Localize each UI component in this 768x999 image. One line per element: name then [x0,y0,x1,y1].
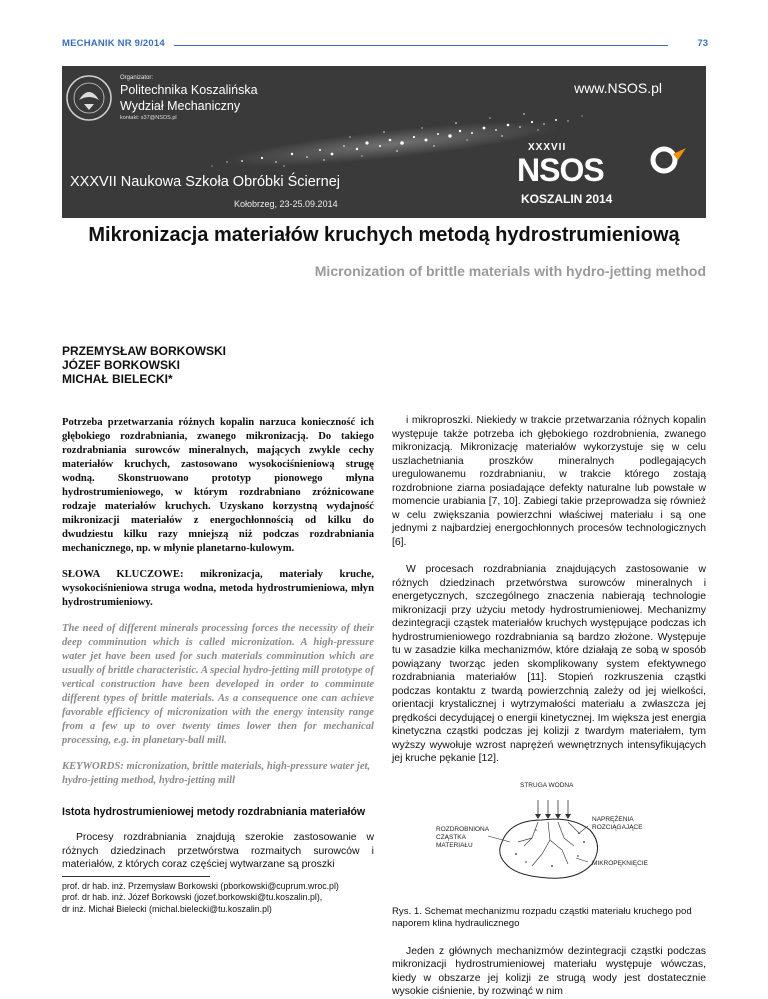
running-header [62,38,708,54]
conference-banner [62,66,706,218]
logo-city-year: KOSZALIN 2014 [521,192,613,206]
conference-name: XXXVII Naukowa Szkoła Obróbki Ściernej [70,174,340,190]
section-heading: Istota hydrostrumieniowej metody rozdrabniania materiałów [62,806,366,818]
abstract-english: The need of different minerals processing forces the necessity of their deep comminution which is called micronization. A high-pressure water jet have been used for such materials comminution which are usually of brittle characteristic. A special hydro-jetting mill prototype of vertical construction have been developed in order to comminute different types of brittle materials. As a consequence one can achieve favorable efficiency of micronization with the energy intensity range from a few up to over twenty times lower then for mechanical processing, e.g. in planetary-ball mill. [62,623,374,746]
author-footnote: prof. dr hab. inż. Przemysław Borkowski (pborkowski@cuprum.wroc.pl) prof. dr hab. inż. Józef Borkowski (jozef.borkowski@tu.koszalin.pl), dr inż. Michał Bielecki (michal.bielecki@tu.koszalin.pl) [62,880,339,914]
water-jet-arrows [538,800,568,816]
author-name: MICHAŁ BIELECKI* [62,372,173,386]
figure-1 [392,780,706,896]
footnote-rule [62,876,210,877]
label-water-jet: STRUGA WODNA [520,781,574,789]
organizer-university: Politechnika Koszalińska [120,83,258,97]
conference-url: www.NSOS.pl [574,80,662,96]
article-title: Mikronizacja materiałów kruchych metodą hydrostrumieniową [88,224,680,246]
label-particle: ROZDROBNIONA CZĄSTKA MATERIAŁU [436,825,490,849]
abstract-polish: Potrzeba przetwarzania różnych kopalin narzuca konieczność ich głębokiego rozdrabniania, zwanego mikronizacją. Do takiego rozdrabniania surowców mineralnych, mających zwykle cechy materiałów kruchych, zastosowano wysokociśnieniową strugę wodną. Skonstruowano prototyp pionowego młyna hydrostrumieniowego, w którym rozdrabniano zróżnicowane rodzaje materiałów kruchych. Uzyskano korzystną wydajność mikronizacji materiałów z energochłonnością od kilku do dwudziestu kilku razy mniejszą niż podczas rozdrabniania mechanicznego, np. w młynie planetarno-kulowym. [62,417,374,554]
author-name: PRZEMYSŁAW BORKOWSKI [62,344,226,358]
page-number: 73 [697,38,708,49]
figure-caption: Rys. 1. Schemat mechanizmu rozpadu cząstki materiału kruchego pod naporem klina hydraulicznego [392,905,692,929]
label-tensile-stress: NAPRĘŻENIA ROZCIĄGAJĄCE [592,815,643,831]
logo-ring-icon [653,149,675,171]
conference-date: Kołobrzeg, 23-25.09.2014 [234,199,338,209]
organizer-contact: kontakt: s37@NSOS.pl [120,115,177,121]
keywords-english: KEYWORDS: micronization, brittle materials, high-pressure water jet, hydro-jetting method, hydro-jetting mill [62,761,371,786]
left-column [62,416,374,915]
article-subtitle-en: Micronization of brittle materials with hydro-jetting method [314,263,706,279]
organizer-label: Organizator: [120,75,154,81]
logo-roman-numeral: XXXVII [528,142,567,153]
keywords-polish: SŁOWA KLUCZOWE: mikronizacja, materiały kruche, wysokociśnieniowa struga wodna, metoda hydrostrumieniowa, młyn hydrostrumieniowy. [62,569,374,608]
organizer-faculty: Wydział Mechaniczny [120,99,241,113]
journal-name: MECHANIK NR 9/2014 [62,38,165,49]
author-name: JÓZEF BORKOWSKI [62,358,181,372]
body-paragraph: Jeden z głównych mechanizmów dezintegracji cząstki podczas mikronizacji hydrostrumieniowej materiału występuje wówczas, kiedy w obszarze jej kolizji ze strugą wody jest dostatecznie wysokie ciśnienie, by rozwinąć w nim [392,945,706,997]
right-column [392,414,706,999]
logo-wordmark: NSOS [517,152,604,188]
label-microcrack: MIKROPĘKNIĘCIE [592,859,648,867]
body-paragraph: i mikroproszki. Niekiedy w trakcie przetwarzania różnych kopalin występuje także potrzeba ich głębokiego rozdrobnienia, zwanego mikronizacją. Mikronizację materiałów wykorzystuje się w celu uszlachetniania proszków mineralnych podlegających uregulowanemu rozdrabnianiu, w trakcie którego zostają rozdrobnione ziarna posiadające defekty naturalne lub powstałe w momencie urabiania [7, 10]. Zabiegi takie przeprowadza się również w celu zwiększania powierzchni właściwej materiału i są one jednymi z najbardziej energochłonnych procesów technologicznych [6]. [392,415,706,548]
body-paragraph: W procesach rozdrabniania znajdujących zastosowanie w różnych dziedzinach przetwórstwa surowców mineralnych i energetycznych, szczególnego znaczenia nabierają technologie mikronizacji przy użyciu metody hydrostrumieniowej. Mechanizmy dezintegracji cząstek materiałów kruchych występujące podczas ich hydrostrumieniowego rozdrabniania są bardzo złożone. Występuje tu w zasadzie kilka mechanizmów, które działają ze sobą w sposób powiązany tworząc jeden skomplikowany system efektywnego rozdrabniania materiałów [11]. Stopień rozkruszenia cząstki podczas kontaktu z twardą powierzchnią zależy od jej wielkości, orientacji krystalicznej i wytrzymałości materiału a zwłaszcza jej prędkości decydującej o energii kinetycznej. Im większa jest energia kinetyczna cząstki podczas jej kolizji z twardym materiałem, tym wyższy wywołuje wzrost naprężeń wewnętrznych intensyfikujących jej kruche pękanie [12]. [392,564,706,764]
header-rule [174,45,668,46]
author-list [62,344,226,386]
body-paragraph: Procesy rozdrabniania znajdują szerokie zastosowanie w różnych dziedzinach przetwórstwa rozmaitych surowców i materiałów, z których coraz częściej wytwarzane są proszki [62,832,374,870]
university-seal-icon [67,76,111,120]
